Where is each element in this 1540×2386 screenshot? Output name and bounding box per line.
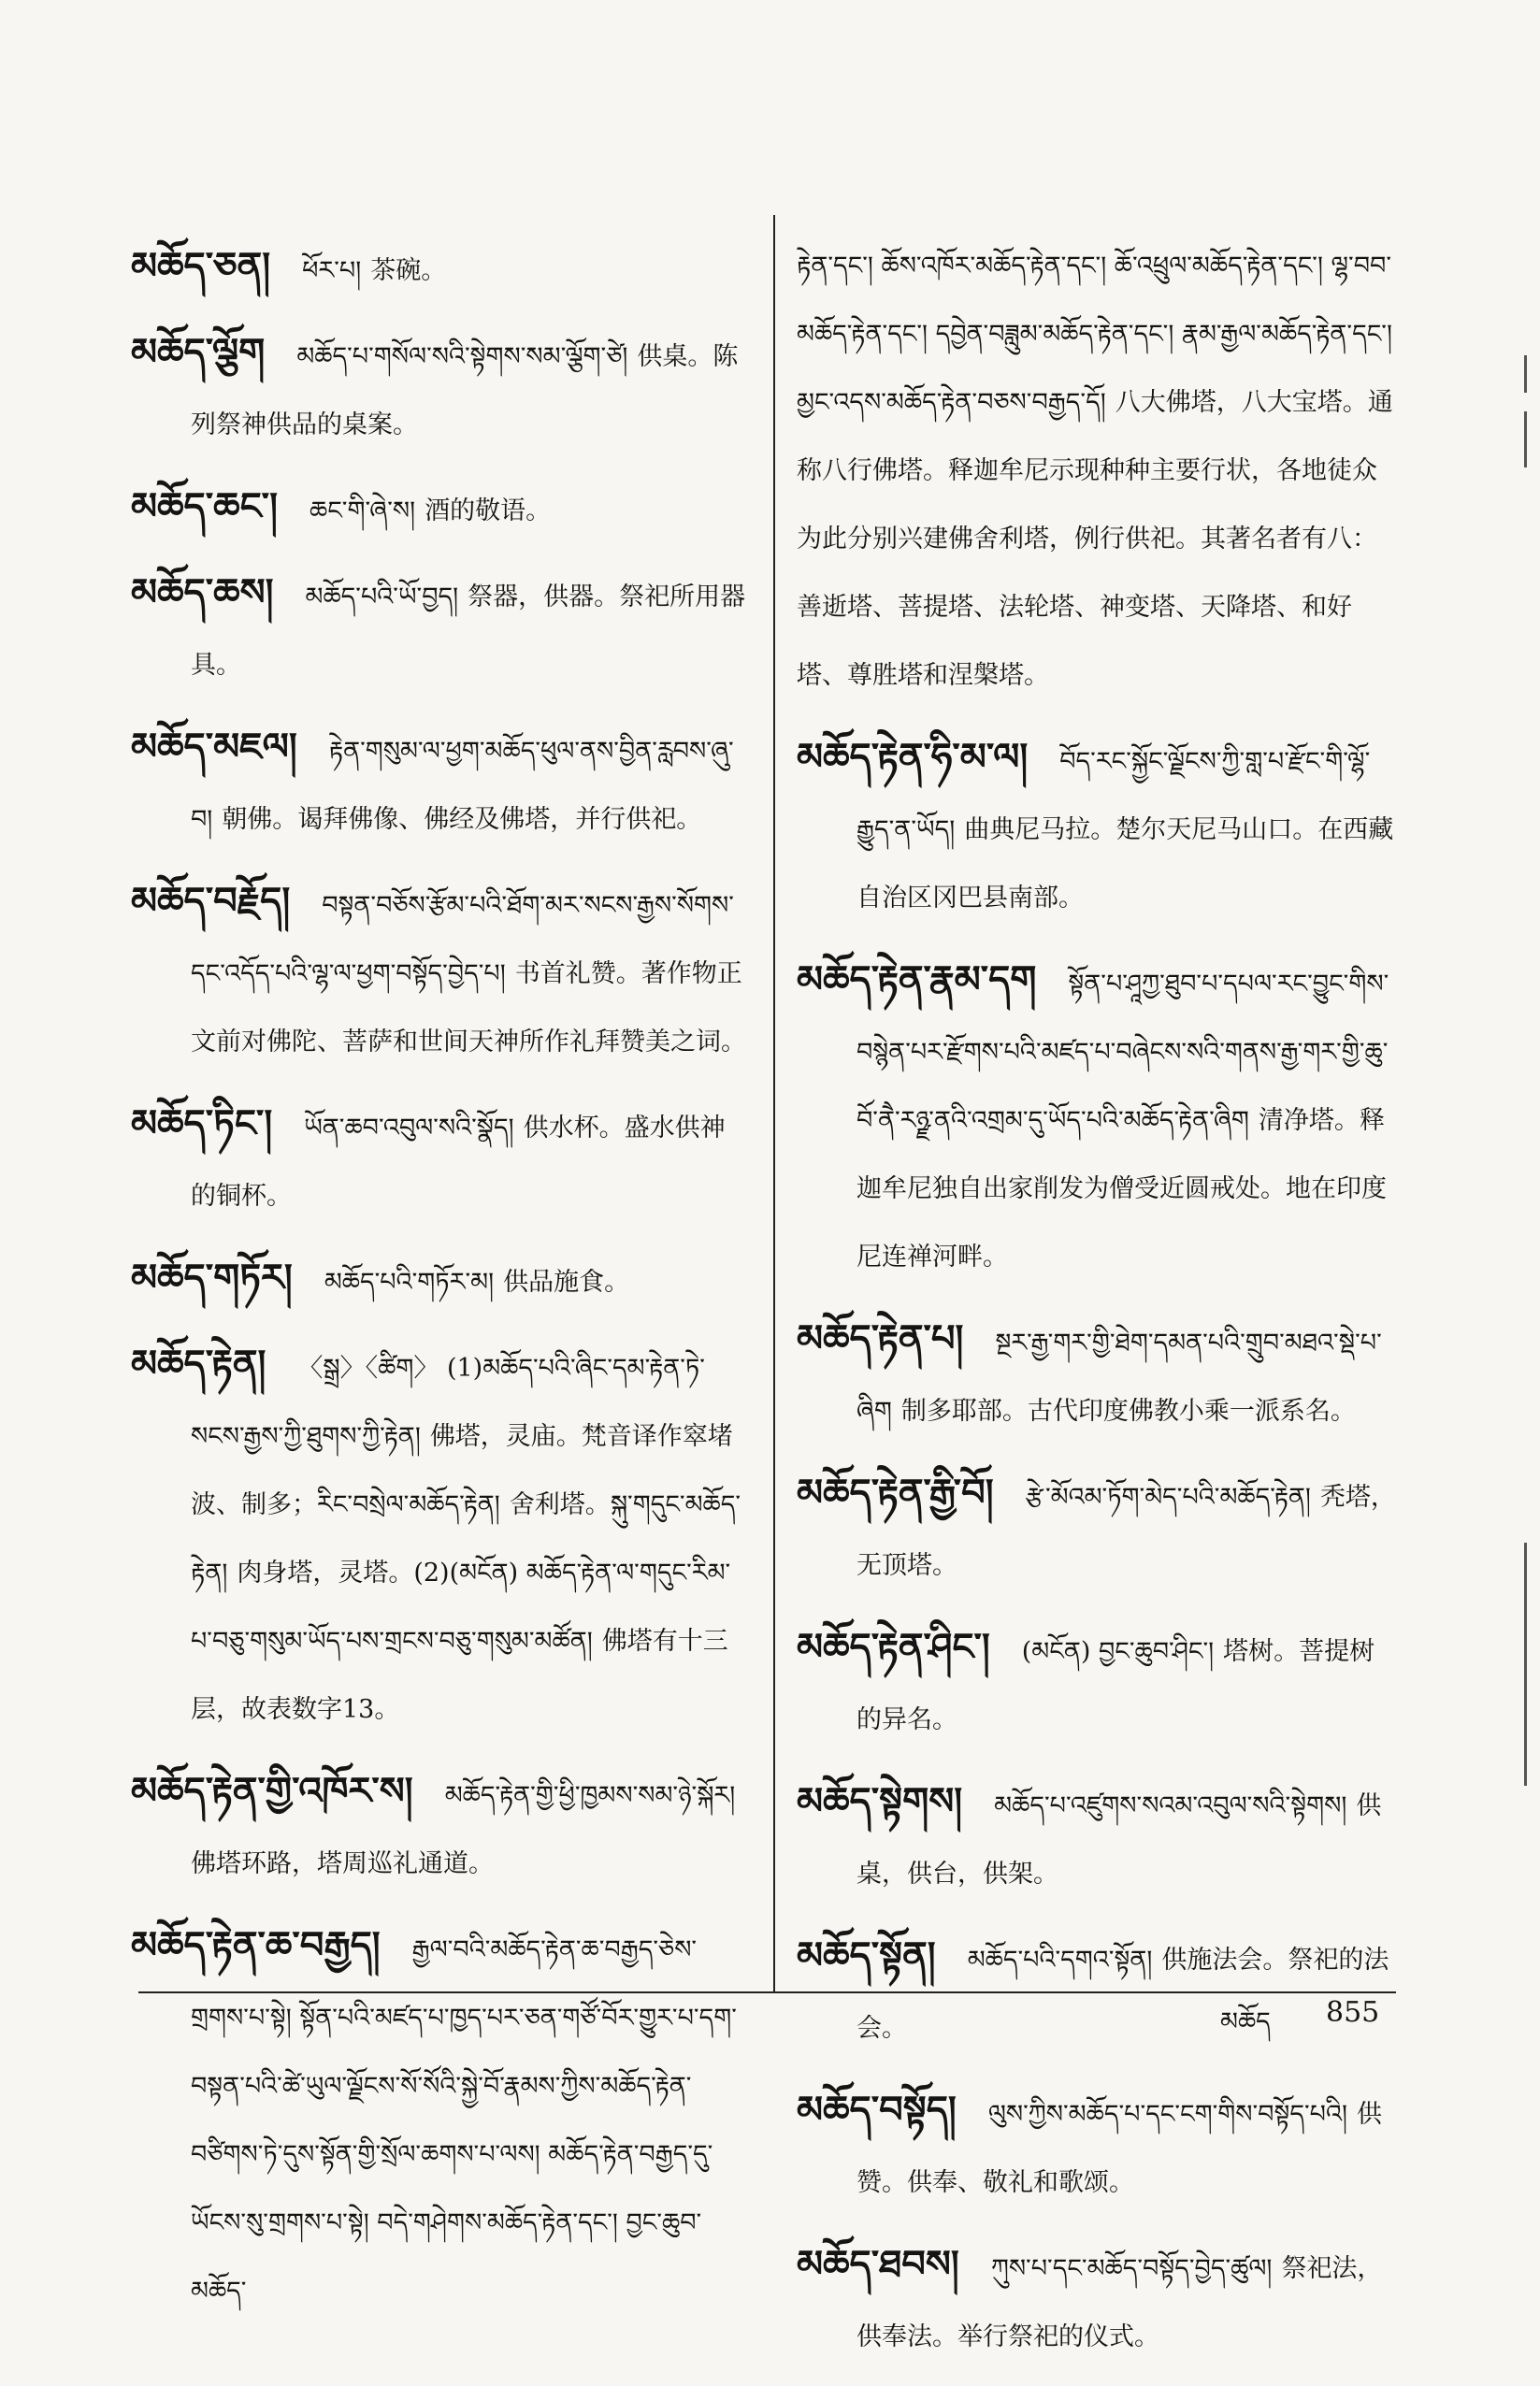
tibetan-definition: རིང་བསྲེལ་མཆོད་རྟེན། [317, 1490, 500, 1519]
dictionary-entry [131, 714, 748, 855]
dictionary-entry [131, 869, 748, 1078]
dictionary-entry [797, 1615, 1400, 1756]
tibetan-definition: རྒྱལ་བའི་མཆོད་རྟེན་ཆ་བརྒྱད་ཅེས་གྲགས་པ་སྟེ། སྟོན་པའི་མཛད་པ་ཁྱད་པར་ཅན་གཙོ་བོར་གྱུར་པ་དག་བསྟན་པའི་ཚེ་ཡུལ་ལྗོངས་སོ་སོའི་སྐྱེ་བོ་རྣམས་ཀྱིས་མཆོད་རྟེན་བཙིགས་ཏེ་དུས་སྟོན་གྱི་སྲོལ་ཆགས་པ་ལས། མཆོད་རྟེན་བརྒྱད་དུ་ཡོངས་སུ་གྲགས་པ་སྟེ། བདེ་གཤེགས་མཆོད་རྟེན་དང་། བྱང་ཆུབ་མཆོད་ [191, 1935, 737, 2306]
headword: མཆོད་ཐབས། [797, 2243, 959, 2286]
chinese-definition: 供赞。供奉、敬礼和歌颂。 [856, 2100, 1382, 2197]
chinese-definition: 塔树。菩提树的异名。 [856, 1637, 1375, 1734]
headword: མཆོད་རྟེན། [131, 1343, 266, 1386]
headword: མཆོད་གཏོར། [131, 1257, 293, 1300]
chinese-definition: 书首礼赞。著作物正文前对佛陀、菩萨和世间天神所作礼拜赞美之词。 [191, 959, 746, 1056]
dictionary-entry [131, 1913, 748, 2327]
chinese-definition: 八大佛塔，八大宝塔。通称八行佛塔。释迦牟尼示现种种主要行状，各地徒众为此分别兴建佛舍利塔，例行供祀。其著名者有八：善逝塔、菩提塔、法轮塔、神变塔、天降塔、和好塔、尊胜塔和涅槃塔。 [797, 388, 1393, 690]
headword: མཆོད་སྟོན། [797, 1934, 936, 1977]
chinese-definition: 供水杯。盛水供神的铜杯。 [191, 1114, 726, 1211]
chinese-definition: 制多耶部。古代印度佛教小乘一派系名。 [900, 1397, 1356, 1426]
chinese-definition: 肉身塔，灵塔。(2) [237, 1559, 450, 1588]
tibetan-definition: བསྟན་བཅོས་རྩོམ་པའི་ཐོག་མར་སངས་རྒྱས་སོགས་དང་འདོད་པའི་ལྷ་ལ་ཕྱག་བསྟོད་བྱེད་པ། [191, 891, 734, 988]
tibetan-definition: 〈སྒྲ〉〈ཚིག〉 (1)མཆོད་པའི་ཞིང་དམ་རྟེན་ཏེ་སངས་རྒྱས་ཀྱི་ཐུགས་ཀྱི་རྟེན། [191, 1354, 705, 1451]
right-column [797, 234, 1400, 2386]
chinese-definition: 清净塔。释迦牟尼独自出家削发为僧受近圆戒处。地在印度尼连禅河畔。 [856, 1106, 1387, 1272]
page-number: 855 [1326, 1996, 1380, 2029]
headword: མཆོད་ཏིང་། [131, 1102, 273, 1145]
headword: མཆོད་སྟེགས། [797, 1780, 963, 1823]
chinese-definition: 供施法会。祭祀的法会。 [856, 1946, 1389, 2043]
headword: མཆོད་རྟེན་པ། [797, 1317, 964, 1360]
scan-edge-mark [1524, 355, 1527, 393]
left-column [131, 234, 748, 2340]
chinese-definition: 酒的敬语。 [425, 496, 552, 525]
chinese-definition: 祭祀法，供奉法。举行祭祀的仪式。 [856, 2254, 1383, 2351]
chinese-definition: 曲典尼马拉。楚尔天尼马山口。在西藏自治区冈巴县南部。 [856, 815, 1394, 913]
dictionary-entry [131, 1245, 748, 1318]
tibetan-definition: (མངོན) མཆོད་རྟེན་ལ་གདུང་རིམ་པ་བཅུ་གསུམ་ཡོད་པས་གྲངས་བཅུ་གསུམ་མཚོན། [191, 1559, 731, 1656]
chinese-definition: 佛塔环路，塔周巡礼通道。 [191, 1849, 494, 1878]
chinese-definition: 供桌。陈列祭神供品的桌案。 [191, 342, 739, 439]
tibetan-definition: ཕོར་པ། [302, 256, 362, 285]
chinese-definition: 舍利塔。 [509, 1490, 611, 1519]
scan-edge-mark [1524, 411, 1527, 467]
dictionary-entry [131, 560, 748, 701]
chinese-definition: 秃塔，无顶塔。 [856, 1483, 1396, 1580]
tibetan-definition: ཀུས་པ་དང་མཆོད་བསྟོད་བྱེད་ཚུལ། [990, 2254, 1273, 2283]
running-head: མཆོད [1220, 2007, 1271, 2036]
headword: མཆོད་རྟེན་ཧི་མ་ལ། [797, 736, 1029, 779]
headword: མཆོད་རྟེན་རྣམ་དག [797, 958, 1037, 1001]
headword: མཆོད་བསྟོད། [797, 2089, 957, 2132]
tibetan-definition: ཡོན་ཆབ་འབུལ་སའི་སྣོད། [304, 1114, 514, 1143]
headword: མཆོད་རྟེན་ཆ་བརྒྱད། [131, 1924, 381, 1967]
tibetan-definition: རྟེན་དང་། ཆོས་འཁོར་མཆོད་རྟེན་དང་། ཆོ་འཕྲུལ་མཆོད་རྟེན་དང་། ལྷ་བབ་མཆོད་རྟེན་དང་། དབྱེན་བཟླུམ་མཆོད་རྟེན་དང་། རྣམ་རྒྱལ་མཆོད་རྟེན་དང་། མྱང་འདས་མཆོད་རྟེན་བཅས་བརྒྱད་དོ། [797, 252, 1392, 417]
dictionary-entry [797, 1769, 1400, 1910]
tibetan-definition: སྔར་རྒྱ་གར་གྱི་ཐེག་དམན་པའི་གྲུབ་མཐའ་སྡེ་པ་ཞིག [856, 1329, 1382, 1426]
headword: མཆོད་ཆས། [131, 571, 274, 614]
headword: མཆོད་ཅན། [131, 245, 271, 288]
dictionary-entry [131, 1759, 748, 1900]
headword: མཆོད་ལྕོག [131, 331, 266, 374]
chinese-definition: 佛塔有十三层，故表数字13。 [191, 1627, 728, 1724]
dictionary-entry [797, 1306, 1400, 1447]
tibetan-definition: ཆང་གི་ཞེ་ས། [309, 496, 416, 525]
dictionary-entry [797, 1923, 1400, 2064]
tibetan-definition: བོད་རང་སྐྱོང་ལྗོངས་ཀྱི་གླ་པ་རྫོང་གི་ལྷོ་རྒྱུད་ན་ཡོད། [856, 747, 1371, 844]
tibetan-definition: མཆོད་པའི་དགའ་སྟོན། [967, 1946, 1153, 1975]
dictionary-entry [131, 234, 748, 307]
chinese-definition: 佛塔，灵庙。梵音译作窣堵波、制多； [191, 1422, 733, 1519]
dictionary-entry [131, 320, 748, 461]
chinese-definition: 供桌，供台，供架。 [856, 1791, 1382, 1889]
dictionary-entry [131, 1331, 748, 1746]
tibetan-definition: རྩེ་མོའམ་ཏོག་མེད་པའི་མཆོད་རྟེན། [1025, 1483, 1311, 1512]
dictionary-entry [131, 474, 748, 547]
headword: མཆོད་མཇལ། [131, 726, 297, 769]
dictionary-entry [797, 2077, 1400, 2219]
chinese-definition: 朝佛。谒拜佛像、佛经及佛塔，并行供祀。 [222, 805, 702, 834]
dictionary-entry [797, 2232, 1400, 2373]
dictionary-entry [797, 725, 1400, 934]
headword: མཆོད་རྟེན་གྱི་འཁོར་ས། [131, 1770, 413, 1813]
tibetan-definition: རྟེན་གསུམ་ལ་ཕྱག་མཆོད་ཕུལ་ནས་བྱིན་རླབས་ཞུ་བ། [191, 737, 734, 834]
dictionary-entry [797, 1460, 1400, 1602]
tibetan-definition: སྐུ་གདུང་མཆོད་རྟེན། [191, 1490, 741, 1588]
tibetan-definition: མཆོད་པའི་ཡོ་བྱད། [305, 582, 459, 611]
tibetan-definition: སྟོན་པ་ཤཱཀྱ་ཐུབ་པ་དཔལ་རང་བྱུང་གིས་བསྙེན་པར་རྫོགས་པའི་མཛད་པ་བཞེངས་སའི་གནས་རྒྱ་གར་གྱི་ཆུ་བོ་ནཻ་རཉྫ་ནའི་འགྲམ་དུ་ཡོད་པའི་མཆོད་རྟེན་ཞིག [856, 970, 1389, 1135]
chinese-definition: 祭器，供器。祭祀所用器具。 [191, 582, 746, 680]
headword: མཆོད་ཆང་། [131, 485, 278, 528]
dictionary-entry [797, 947, 1400, 1293]
chinese-definition: 供品施食。 [503, 1268, 630, 1297]
tibetan-definition: མཆོད་རྟེན་གྱི་ཕྱི་ཁྱམས་སམ་ཉེ་སྐོར། [444, 1781, 736, 1810]
tibetan-definition: མཆོད་པ་འཛུགས་སའམ་འབུལ་སའི་སྟེགས། [994, 1791, 1347, 1820]
tibetan-definition: མཆོད་པ་གསོལ་སའི་སྟེགས་སམ་ལྕོག་ཙེ། [296, 342, 628, 371]
footer-rule [138, 1991, 1396, 1993]
entry-continuation [797, 234, 1400, 711]
tibetan-definition: ལུས་ཀྱིས་མཆོད་པ་དང་ངག་གིས་བསྟོད་པའི། [987, 2100, 1347, 2129]
dictionary-entry [131, 1091, 748, 1232]
column-divider [773, 215, 775, 1991]
tibetan-definition: མཆོད་པའི་གཏོར་མ། [324, 1268, 495, 1297]
headword: མཆོད་རྟེན་ཤིང་། [797, 1626, 990, 1669]
chinese-definition: 茶碗。 [370, 256, 447, 285]
headword: མཆོད་བརྗོད། [131, 880, 291, 923]
headword: མཆོད་རྟེན་རྒྱི་བོ། [797, 1472, 994, 1515]
tibetan-definition: (མངོན) བྱང་ཆུབ་ཤིང་། [1021, 1637, 1215, 1666]
scan-edge-mark [1524, 1543, 1527, 1786]
